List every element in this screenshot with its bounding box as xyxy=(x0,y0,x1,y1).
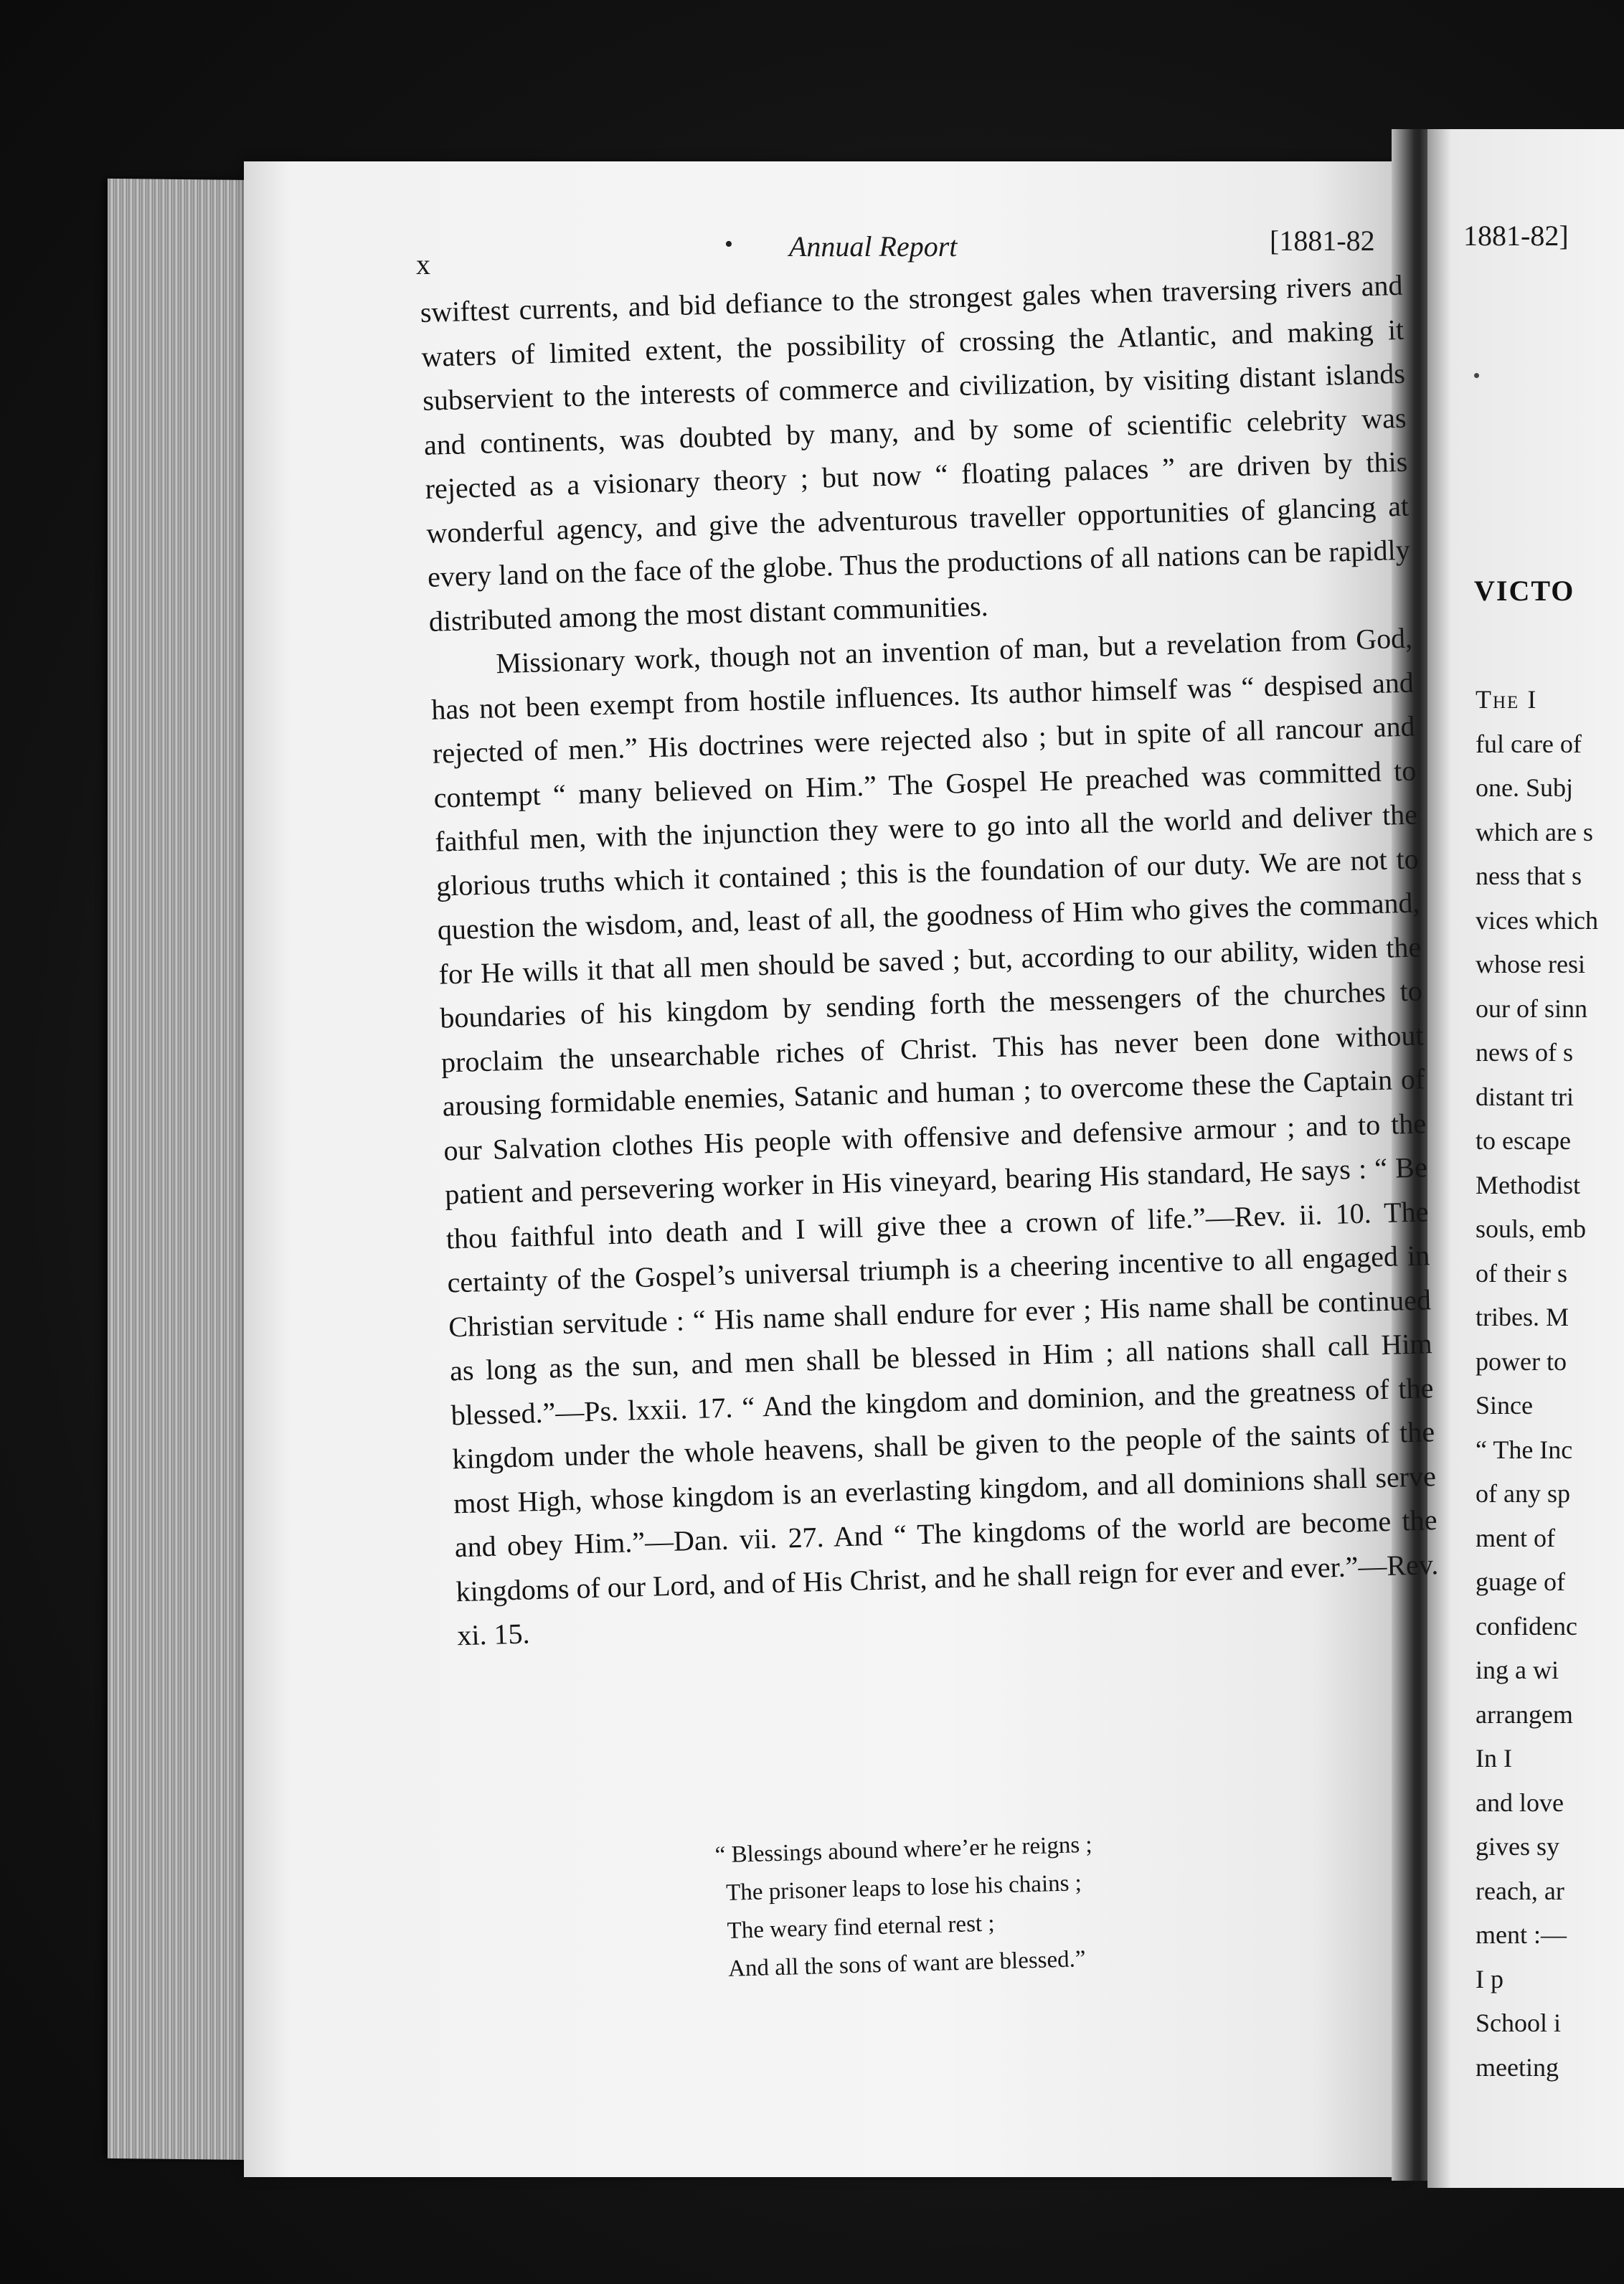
right-page-line: whose resi xyxy=(1476,950,1585,978)
right-page-line: vices which xyxy=(1476,905,1598,935)
right-page-line: of their s xyxy=(1476,1258,1567,1288)
right-page-line: souls, emb xyxy=(1476,1214,1587,1243)
right-page-line: and love xyxy=(1476,1788,1564,1817)
right-page-line: distant tri xyxy=(1476,1082,1574,1111)
poem-quote xyxy=(714,1819,1346,1988)
right-page-line: one. Subj xyxy=(1476,773,1574,802)
bullet-mark-icon: • xyxy=(724,231,733,258)
right-page-heading: VICTO xyxy=(1474,575,1575,607)
right-page-line: I p xyxy=(1476,1964,1503,1993)
book-page-edges xyxy=(108,179,258,2160)
right-page-line: Since xyxy=(1476,1391,1533,1420)
right-page-line: ment of xyxy=(1476,1523,1555,1552)
page-mark-dot xyxy=(1474,373,1479,378)
right-page-line: meeting xyxy=(1476,2052,1559,2082)
right-page-line: ness that s xyxy=(1476,862,1582,890)
poem-line-2: The prisoner leaps to lose his chains ; xyxy=(725,1870,1082,1906)
paragraph-2: Missionary work, though not an invention of man, but a revelation from God, has not been exempt from hostile influences. Its author himself was “ despised and rejected of men.” His doctrines were rejected also ; but in spite of all rancour and contempt “ many believed on Him.” The Gospel He preached was committed to faithful men, with the injunction they were to go into all the world and deliver the glorious truths which it contained ; this is the foundation of our duty. We are not to question the wisdom, and, least of all, the goodness of Him who gives the command, for He wills it that all men should be saved ; but, according to our ability, widen the boundaries of his kingdom by sending forth the messengers of the churches to proclaim the unsearchable riches of Christ. This has never been done without arousing formidable enemies, Satanic and human ; to overcome these the Captain of our Salvation clothes His people with offensive and defensive armour ; and to the patient and persevering worker in His vineyard, bearing His standard, He says : “ Be thou faithful into death and I will give thee a crown of life.”—Rev. ii. 10. The certainty of the Gospel’s universal triumph is a cheering incentive to all engaged in Christian servitude : “ His name shall endure for ever ; His name shall be continued as long as the sun, and men shall be blessed in Him ; all nations shall call Him blessed.”—Ps. lxxii. 17. “ And the kingdom and dominion, and the greatness of the kingdom under the whole heavens, shall be given to the people of the saints of the most High, whose kingdom is an everlasting kingdom, and all dominions shall serve and obey Him.”—Dan. vii. 27. And “ The kingdoms of the world are become the kingdoms of our Lord, and of His Christ, and he shall reign for ever and ever.”—Rev. xi. 15. xyxy=(430,621,1439,1652)
right-page-line: guage of xyxy=(1476,1567,1565,1596)
right-page-line: of any sp xyxy=(1476,1479,1570,1508)
right-page-line: which are s xyxy=(1476,817,1593,846)
right-page-line: Methodist xyxy=(1476,1170,1581,1199)
right-page-line: tribes. M xyxy=(1476,1303,1569,1331)
running-year: [1881-82 xyxy=(1270,225,1375,257)
right-page-line: our of sinn xyxy=(1476,994,1587,1023)
right-page-line: arrangem xyxy=(1476,1699,1573,1729)
right-page-line: to escape xyxy=(1476,1126,1571,1155)
poem-line-4: And all the sons of want are blessed.” xyxy=(727,1946,1087,1982)
right-page-line: In I xyxy=(1476,1744,1512,1773)
right-page-text xyxy=(1476,678,1598,2090)
right-page-line: School i xyxy=(1476,2009,1562,2037)
right-running-year: 1881-82] xyxy=(1463,220,1569,252)
right-page-line: “ The Inc xyxy=(1476,1435,1573,1464)
body-text xyxy=(420,263,1440,1658)
right-page-line: news of s xyxy=(1476,1038,1573,1067)
poem-line-3: The weary find eternal rest ; xyxy=(727,1910,995,1944)
right-page-line: ing a wi xyxy=(1476,1656,1559,1684)
right-page-line: confidenc xyxy=(1476,1611,1577,1641)
right-page-line: ment :— xyxy=(1476,1920,1567,1949)
running-title: Annual Report xyxy=(789,230,958,263)
right-page-line: gives sy xyxy=(1476,1832,1559,1861)
right-page-line: power to xyxy=(1476,1346,1567,1376)
right-page-line: reach, ar xyxy=(1476,1876,1564,1905)
page-number: x xyxy=(416,248,430,280)
paragraph-1: swiftest currents, and bid defiance to the strongest gales when traversing rivers and waters of limited extent, the possibility of crossing the Atlantic, and making it subservient to the interests of commerce and civilization, by visiting distant islands and continents, was doubted by many, and by some of scientific celebrity was rejected as a visionary theory ; but now “ floating palaces ” are driven by this wonderful agency, and give the adventurous traveller opportunities of glancing at every land on the face of the globe. Thus the productions of all nations can be rapidly distributed among the most distant communities. xyxy=(420,268,1411,638)
right-page-line: The I xyxy=(1476,685,1538,714)
poem-line-1: “ Blessings abound where’er he reigns ; xyxy=(714,1831,1093,1869)
right-page-line: ful care of xyxy=(1476,729,1582,758)
